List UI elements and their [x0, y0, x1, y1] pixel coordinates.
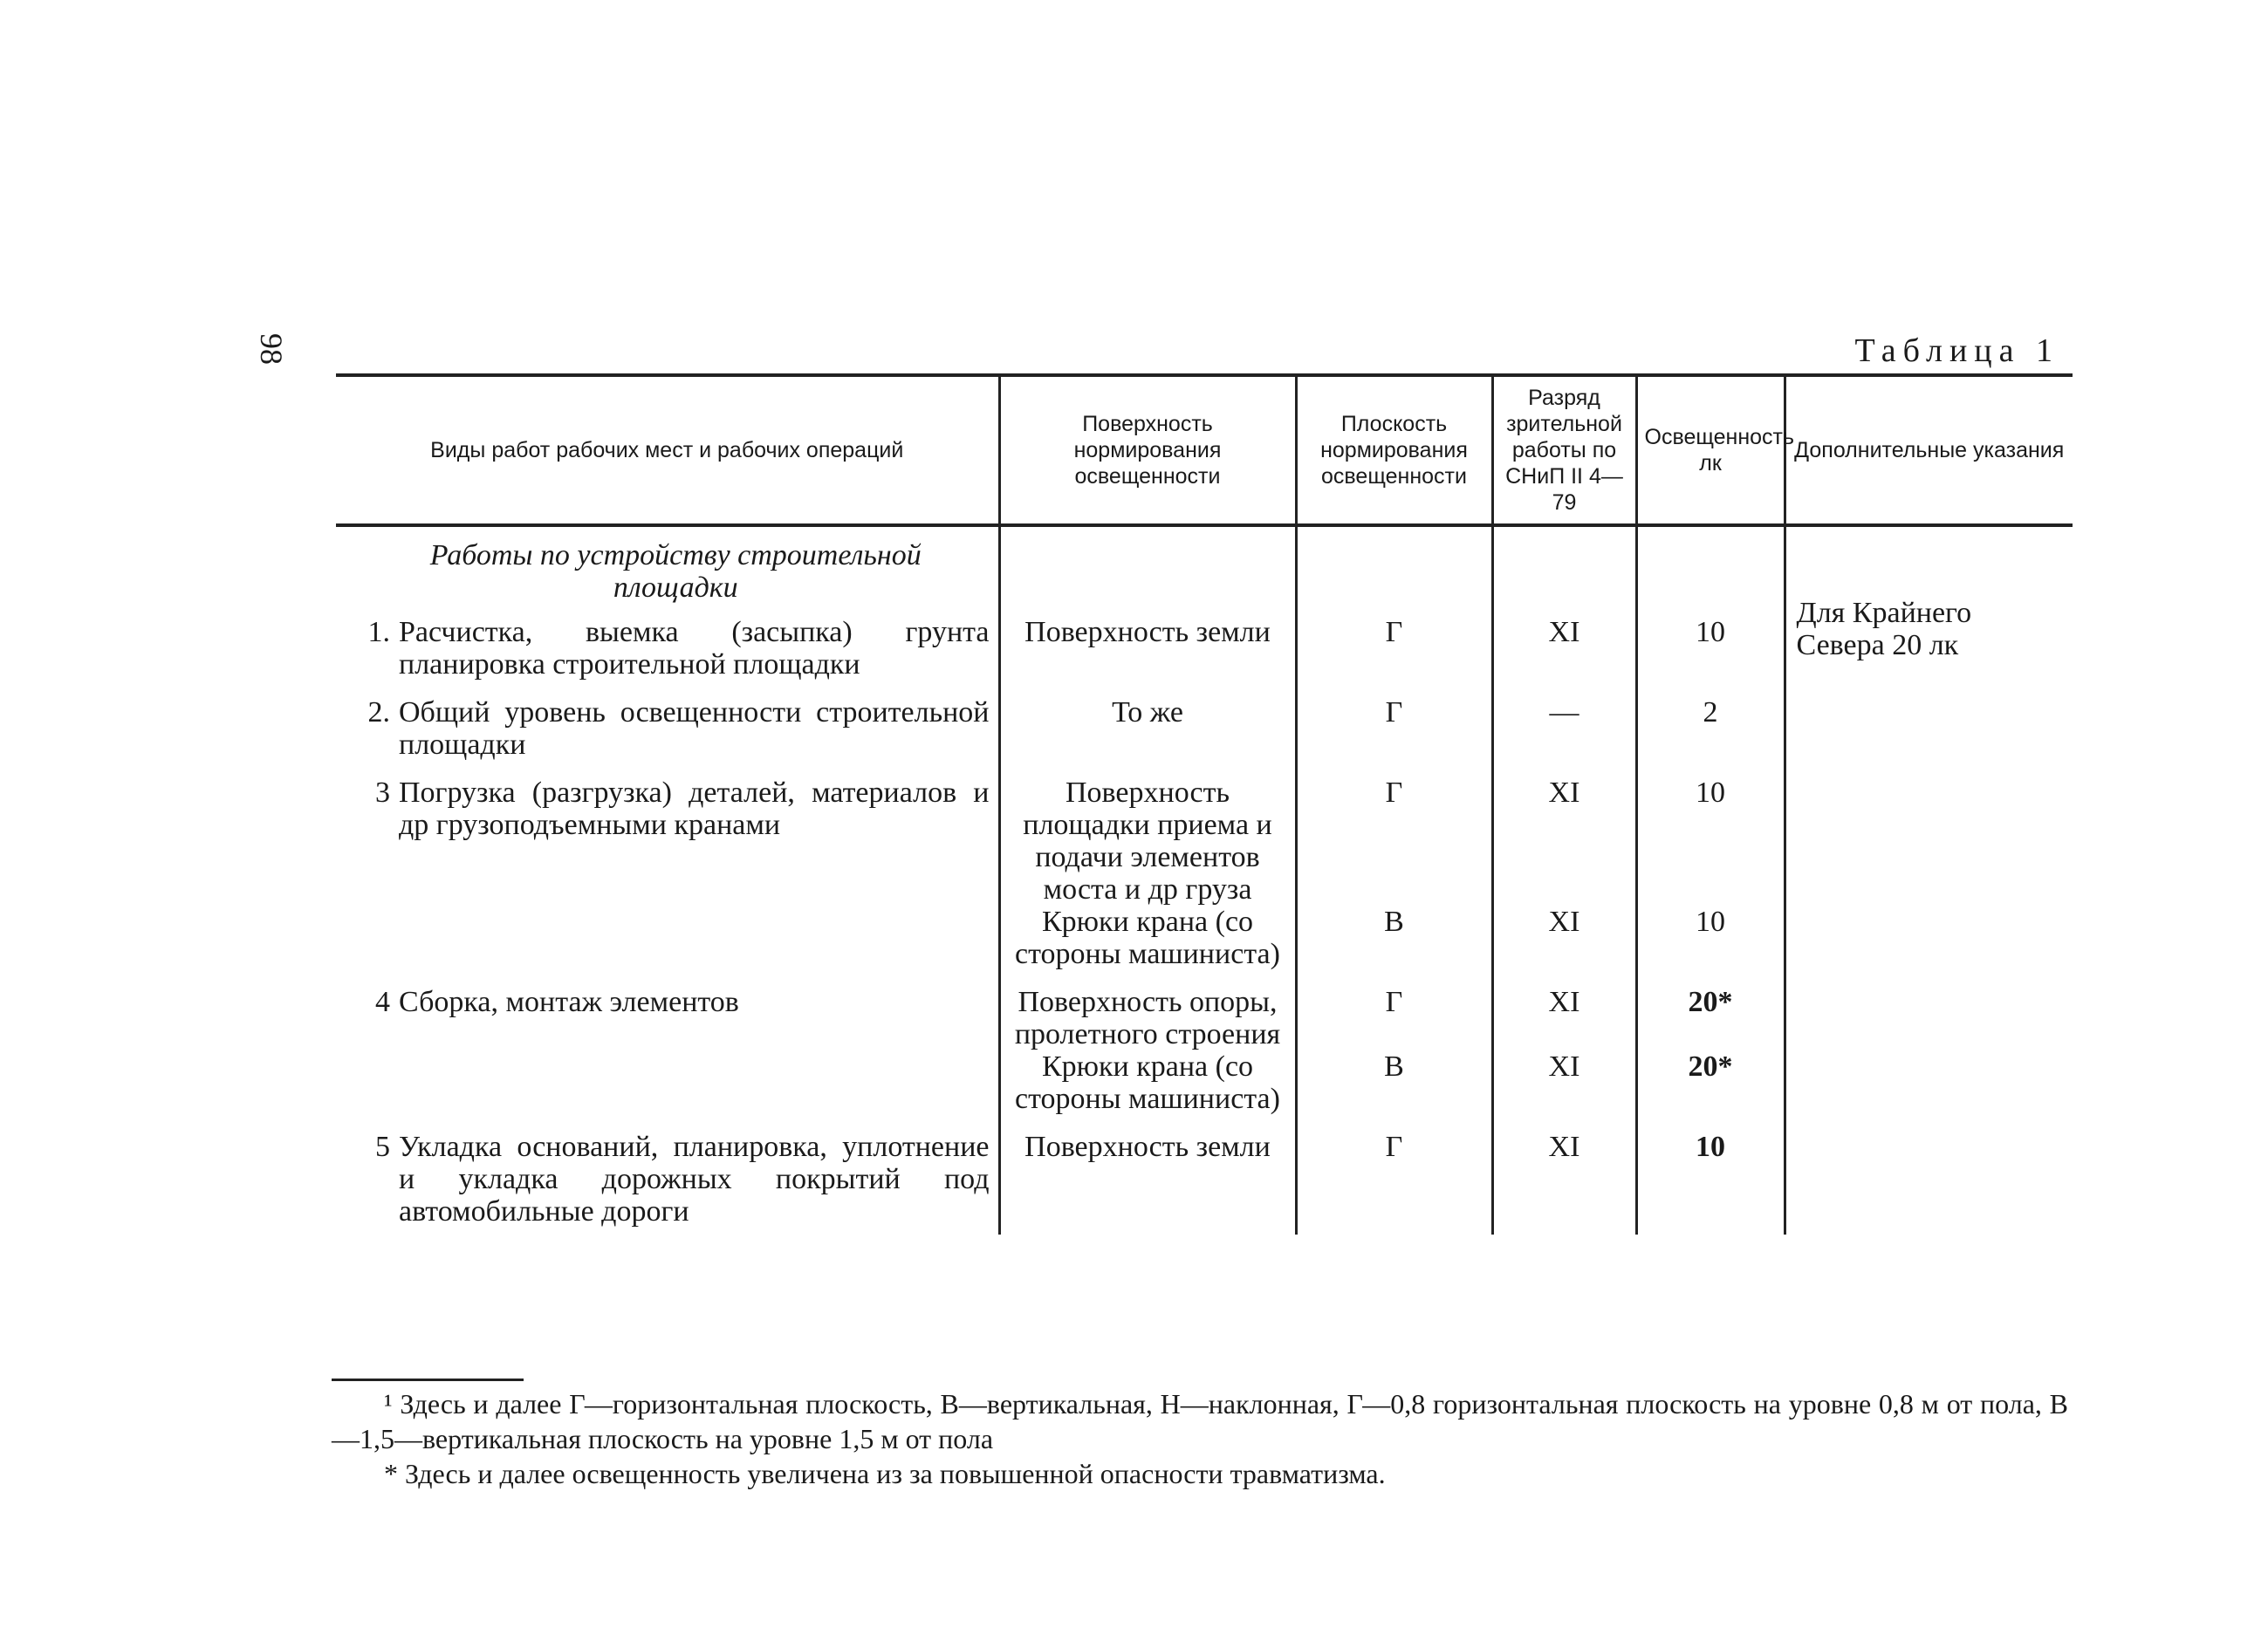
- plane-cell: В: [1296, 906, 1492, 970]
- grade-cell: —: [1492, 681, 1636, 761]
- grade-cell: XI: [1492, 761, 1636, 906]
- surface-cell: Крюки крана (со стороны машиниста): [999, 1050, 1296, 1115]
- lux-cell: 10: [1636, 906, 1785, 970]
- row-number: 5: [375, 1131, 390, 1163]
- plane-cell: Г: [1296, 681, 1492, 761]
- header-work-type: Виды работ рабочих мест и рабочих операций: [336, 375, 999, 525]
- section-row: [336, 525, 2073, 616]
- lux-cell: 20*: [1636, 1050, 1785, 1115]
- footnotes: [332, 1379, 2068, 1491]
- grade-cell: XI: [1492, 1115, 1636, 1235]
- lux-cell: 10: [1636, 761, 1785, 906]
- lux-cell: 2: [1636, 681, 1785, 761]
- surface-cell: То же: [999, 681, 1296, 761]
- table-caption: Таблица 1: [1854, 332, 2059, 369]
- row-number: 4: [375, 986, 390, 1018]
- surface-cell: Поверхность опоры, пролетного строения: [999, 970, 1296, 1050]
- grade-cell: XI: [1492, 616, 1636, 681]
- plane-cell: В: [1296, 1050, 1492, 1115]
- grade-cell: XI: [1492, 970, 1636, 1050]
- header-visual-grade: Разряд зрительной работы по СНиП II 4—79: [1492, 375, 1636, 525]
- note-text: Для Крайнего Севера 20 лк: [1796, 597, 1972, 661]
- lux-cell: 20*: [1636, 970, 1785, 1050]
- lux-cell: 10: [1636, 1115, 1785, 1235]
- plane-cell: Г: [1296, 616, 1492, 681]
- work-description: Общий уровень освещенности строительной площадки: [399, 696, 990, 761]
- surface-cell: Крюки крана (со стороны машиниста): [999, 906, 1296, 970]
- section-title: Работы по устройству строительной площадки: [429, 539, 922, 604]
- footnote-1: ¹ Здесь и далее Г—горизонтальная плоскость, В—вертикальная, Н—наклонная, Г—0,8 горизонтальная плоскость на уровне 0,8 м от пола, В—1,5—вертикальная плоскость на уровне 1,5 м от пола: [332, 1388, 2068, 1454]
- work-description: Сборка, монтаж элементов: [399, 986, 739, 1018]
- table-header-row: [336, 375, 2073, 525]
- plane-cell: Г: [1296, 970, 1492, 1050]
- row-number: 3: [375, 777, 390, 809]
- footnote-rule: [332, 1379, 524, 1381]
- note-cell: [1785, 525, 2073, 761]
- table-row: [336, 761, 2073, 906]
- header-illuminance: Освещенность лк: [1636, 375, 1785, 525]
- work-description: Погрузка (разгрузка) деталей, материалов и др грузоподъемными кранами: [399, 777, 990, 841]
- lux-cell: 10: [1636, 616, 1785, 681]
- surface-cell: Поверхность земли: [999, 1115, 1296, 1235]
- plane-cell: Г: [1296, 1115, 1492, 1235]
- surface-cell: Поверхность площадки приема и подачи элементов моста и др груза: [999, 761, 1296, 906]
- row-number: 1.: [367, 616, 390, 648]
- lighting-norms-table: [336, 373, 2073, 1235]
- grade-cell: XI: [1492, 906, 1636, 970]
- header-notes: Дополнительные указания: [1785, 375, 2073, 525]
- work-description: Укладка оснований, планировка, уплотнение и укладка дорожных покрытий под автомобильные дороги: [399, 1131, 990, 1228]
- plane-cell: Г: [1296, 761, 1492, 906]
- surface-cell: Поверхность земли: [999, 616, 1296, 681]
- footnote-2: * Здесь и далее освещенность увеличена из за повышенной опасности травматизма.: [384, 1458, 1386, 1489]
- page-number: 98: [254, 333, 289, 365]
- grade-cell: XI: [1492, 1050, 1636, 1115]
- header-plane: Плоскость нормирования освещенности: [1296, 375, 1492, 525]
- row-number: 2.: [367, 696, 390, 729]
- header-surface: Поверхность нормирования освещенности: [999, 375, 1296, 525]
- work-description: Расчистка, выемка (засыпка) грунта планировка строительной площадки: [399, 616, 990, 681]
